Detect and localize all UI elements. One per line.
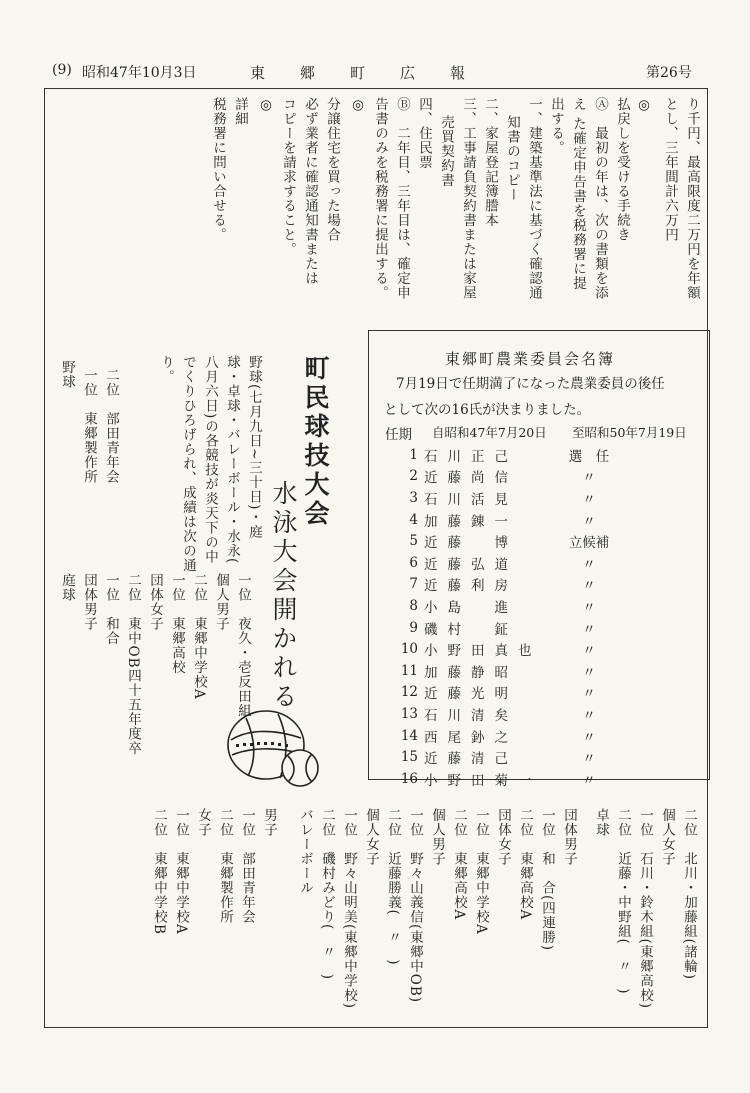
member-number: 2	[409, 468, 418, 485]
roster-row	[396, 595, 619, 617]
member-name: 近藤尚信	[424, 470, 518, 487]
member-number: 8	[409, 597, 418, 614]
member-name: 石川活見	[424, 491, 518, 508]
member-status: 〃	[582, 513, 596, 530]
issue-date: 昭和47年10月3日	[82, 65, 197, 81]
member-name: 西尾釥之	[424, 729, 518, 746]
member-number: 9	[409, 619, 418, 636]
member-name: 石川清矣	[424, 707, 518, 724]
roster-row	[396, 746, 619, 768]
member-number: 14	[400, 727, 418, 744]
member-number: 16	[400, 770, 418, 787]
sports-results-lower: 二位 北川・加藤組(諸輪) 個人女子 一位 石川・鈴木組(東郷高校) 二位 近藤・中野組( 〃 ) 卓球 団体男子 一位 和 合(四連勝) 二位 東郷高校A 団体女子 一位 東郷中学校A 二位 東郷高校A 個人男子 一位 野々山義信(東郷中OB) 二位 近藤勝義( 〃 ) 個人女子 一位 野々山明美(東郷中学校) 二位 磯村みどり( 〃 ) バレーボール 男子 一位 部田青年会 二位 東郷製作所 女子 一位 東郷中学校A 二位 東郷中学校B	[151, 808, 697, 1010]
roster-row	[396, 638, 619, 660]
roster-row	[396, 552, 619, 574]
roster-row	[396, 617, 619, 639]
member-status: 〃	[582, 556, 596, 573]
roster-row	[396, 466, 619, 488]
member-number: 3	[409, 489, 418, 506]
tax-refund-text: り千円、最高限度二万円を年額 とし、三年間計六万円 ◎ 払戻しを受ける手続き Ⓐ 最初の年は、次の書類を添 え た確定申告書を税務署に提 出する。 一、建築基準法に基づく確認通 知書のコピー 二、家屋登記簿謄本 三、工事請負契約書または家屋 売買契約書 四、住民票 Ⓑ 二年目、三年目は、確定申 告書のみを税務署に提出する。 ◎ 分譲住宅を買った場合 必ず業者に確認通知書または コピーを請求すること。 ◎ 詳細 税務署に問い合せる。	[210, 97, 700, 300]
roster-row	[396, 703, 619, 725]
member-number: 4	[409, 511, 418, 528]
member-name: 小島 進	[424, 599, 518, 616]
issue-number: 第26号	[646, 65, 692, 81]
ball-illustration	[216, 700, 326, 796]
committee-intro-1: 7月19日で任期満了になった農業委員の後任	[396, 376, 665, 392]
member-status: 〃	[582, 707, 596, 724]
member-name: 小野田菊一	[424, 772, 542, 789]
term-from: 自昭和47年7月20日	[432, 425, 547, 440]
roster-row	[396, 574, 619, 596]
member-status: 〃	[582, 470, 596, 487]
member-status: 〃	[582, 729, 596, 746]
member-name: 加藤静昭	[424, 664, 518, 681]
member-name: 近藤清己	[424, 751, 518, 768]
baseball-results-cols: 二位 部田青年会 一位 東郷製作所 野球	[59, 360, 119, 484]
member-name: 近藤弘道	[424, 556, 518, 573]
member-name: 近藤光明	[424, 686, 518, 703]
member-status: 〃	[582, 664, 596, 681]
sports-intro: 野球(七月九日~三十日)・庭 球・卓球・バレーボール・水永( 八月六日)の各競技が炎天下の中 でくりひろげられ、成績は次の通 り。	[158, 355, 262, 573]
term-label: 任期	[385, 427, 412, 443]
member-status: 〃	[582, 686, 596, 703]
roster-row	[396, 725, 619, 747]
roster-row	[396, 682, 619, 704]
member-name: 加藤錬一	[424, 513, 518, 530]
sports-results-upper: 一位 夜久・壱反田組 個人男子 二位 東郷中学校A 一位 東郷高校 団体女子 二位 東中OB四十五年度卒 一位 和合 団体男子 庭球	[59, 573, 251, 756]
member-status: 〃	[582, 751, 596, 768]
member-number: 13	[400, 705, 418, 722]
member-status: 〃	[582, 621, 596, 638]
member-status: 〃	[582, 599, 596, 616]
member-name: 石川正己	[424, 448, 518, 465]
member-number: 11	[400, 662, 418, 679]
member-number: 10	[400, 641, 418, 658]
roster-row	[396, 660, 619, 682]
committee-title: 東郷町農業委員会名簿	[445, 350, 616, 368]
committee-members-table	[396, 444, 619, 790]
member-name: 磯村 鉦	[424, 621, 518, 638]
term-to: 至昭和50年7月19日	[572, 425, 687, 440]
member-number: 6	[409, 554, 418, 571]
member-status: 〃	[582, 578, 596, 595]
roster-row	[396, 444, 619, 466]
member-name: 近藤利房	[424, 578, 518, 595]
sports-headline: 町民球技大会	[301, 355, 330, 529]
roster-row	[396, 509, 619, 531]
member-status: 選 任	[568, 448, 610, 465]
member-name: 小野田真也	[424, 643, 542, 660]
member-number: 1	[409, 446, 418, 463]
page-number: (9)	[52, 62, 72, 78]
roster-row	[396, 768, 619, 790]
member-status: 〃	[582, 772, 596, 789]
member-number: 15	[400, 749, 418, 766]
committee-intro-2: として次の16氏が決まりました。	[384, 402, 591, 418]
member-status: 立候補	[568, 535, 610, 552]
member-number: 5	[409, 533, 418, 550]
member-status: 〃	[582, 491, 596, 508]
member-number: 7	[409, 576, 418, 593]
member-number: 12	[400, 684, 418, 701]
roster-row	[396, 530, 619, 552]
swim-headline: 水泳大会開かれる	[269, 480, 298, 712]
member-status: 〃	[582, 643, 596, 660]
roster-row	[396, 487, 619, 509]
member-name: 近藤 博	[424, 535, 518, 552]
